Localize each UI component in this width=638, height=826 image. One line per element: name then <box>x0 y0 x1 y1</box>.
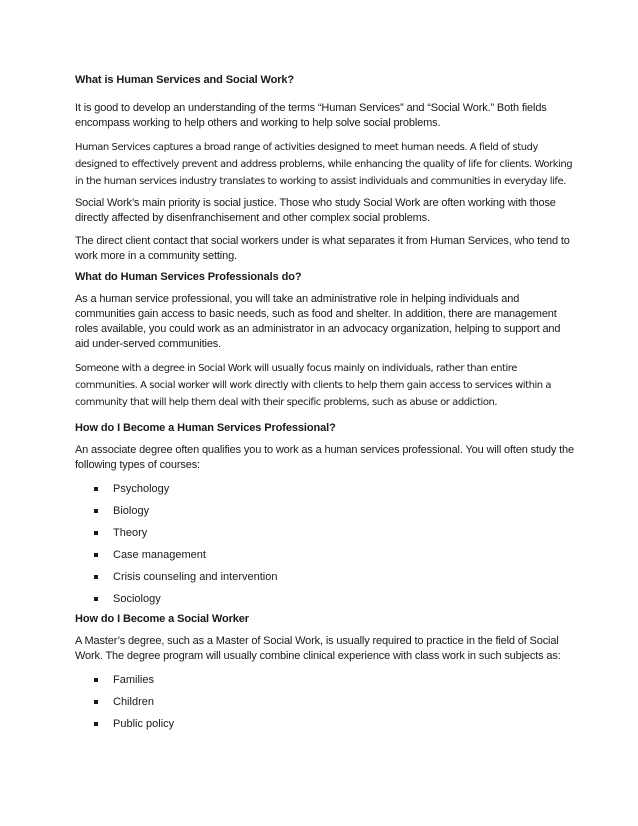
list-item <box>75 482 575 496</box>
square-bullet-icon <box>94 722 98 726</box>
list-item-label: Psychology <box>113 483 170 495</box>
paragraph-degree-social-work: Someone with a degree in Social Work will usually focus mainly on individuals, rather than entire communities. A social worker will work directly with clients to help them gain access to services within a community that will help them deal with their specific problems, such as abuse or addiction. <box>75 363 552 408</box>
paragraph-intro: It is good to develop an understanding of the terms “Human Services” and “Social Work.” Both fields encompass working to help others and working to help solve social problems. <box>75 102 547 129</box>
list-item-label: Families <box>113 674 154 686</box>
list-item <box>75 504 575 518</box>
list-item <box>75 548 575 562</box>
list-item-label: Case management <box>113 549 206 561</box>
subject-list <box>75 673 575 731</box>
list-item <box>75 673 575 687</box>
paragraph-direct-client: The direct client contact that social workers under is what separates it from Human Services, who tend to work more in a community setting. <box>75 235 570 262</box>
list-item <box>75 526 575 540</box>
list-item-label: Crisis counseling and intervention <box>113 571 278 583</box>
square-bullet-icon <box>94 553 98 557</box>
list-item <box>75 570 575 584</box>
course-list <box>75 482 575 606</box>
list-item <box>75 695 575 709</box>
list-item-label: Public policy <box>113 718 175 730</box>
paragraph-professional-role: As a human service professional, you will take an administrative role in helping individuals and communities gain access to basic needs, such as food and shelter. In addition, there are management roles available, you could work as an administrator in an advocacy organization, helping to support and aid under-served communities. <box>75 293 561 350</box>
square-bullet-icon <box>94 597 98 601</box>
square-bullet-icon <box>94 575 98 579</box>
square-bullet-icon <box>94 700 98 704</box>
list-item-label: Children <box>113 696 154 708</box>
list-item <box>75 717 575 731</box>
square-bullet-icon <box>94 531 98 535</box>
list-item <box>75 592 575 606</box>
list-item-label: Sociology <box>113 593 161 605</box>
document-body <box>75 73 575 731</box>
list-item-label: Biology <box>113 505 150 517</box>
heading-become-social-worker: How do I Become a Social Worker <box>75 613 249 625</box>
paragraph-associate-degree: An associate degree often qualifies you to work as a human services professional. You will often study the following types of courses: <box>75 444 574 471</box>
square-bullet-icon <box>94 678 98 682</box>
square-bullet-icon <box>94 487 98 491</box>
paragraph-social-work: Social Work’s main priority is social justice. Those who study Social Work are often working with those directly affected by disenfranchisement and other complex social problems. <box>75 197 556 224</box>
heading-professionals-do: What do Human Services Professionals do? <box>75 271 302 283</box>
paragraph-masters-degree: A Master’s degree, such as a Master of Social Work, is usually required to practice in the field of Social Work. The degree program will usually combine clinical experience with class work in such subjects as: <box>75 635 561 662</box>
paragraph-human-services: Human Services captures a broad range of activities designed to meet human needs. A field of study designed to effectively prevent and address problems, while enhancing the quality of life for clients. Working in the human services industry translates to working to assist individuals and communities in everyday life. <box>75 142 573 187</box>
heading-become-hs-professional: How do I Become a Human Services Professional? <box>75 422 336 434</box>
list-item-label: Theory <box>113 527 148 539</box>
heading-what-is: What is Human Services and Social Work? <box>75 74 295 86</box>
square-bullet-icon <box>94 509 98 513</box>
